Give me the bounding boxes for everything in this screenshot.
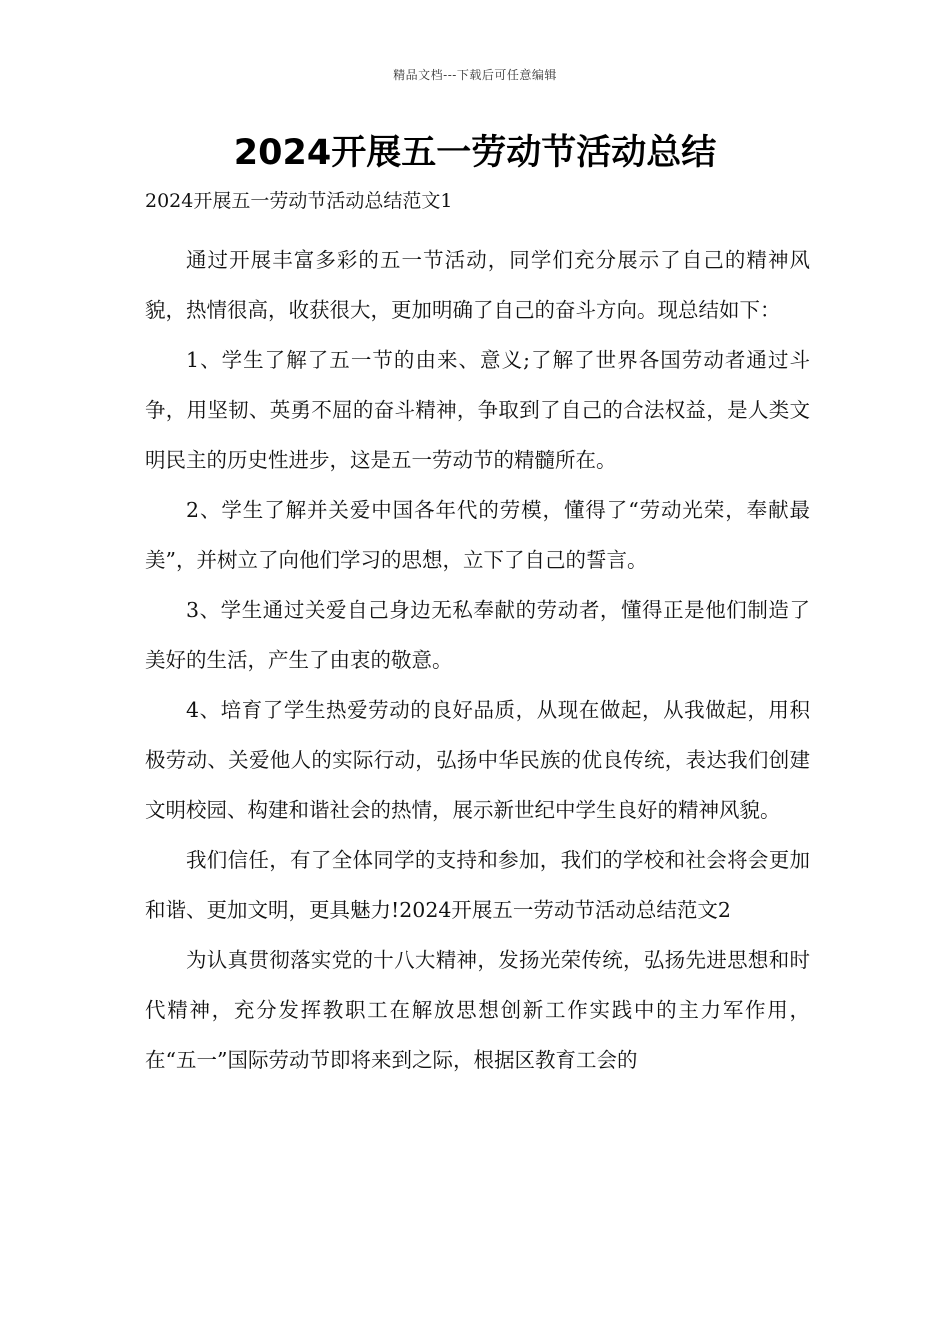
document-body: [145, 186, 810, 1085]
paragraph-conclusion: 我们信任，有了全体同学的支持和参加，我们的学校和社会将会更加和谐、更加文明，更具魅力!2024开展五一劳动节活动总结范文2: [145, 848, 810, 922]
paragraph-point-2: 2、学生了解并关爱中国各年代的劳模，懂得了“劳动光荣，奉献最美”，并树立了向他们学习的思想，立下了自己的誓言。: [145, 498, 810, 572]
paragraph-point-1: 1、学生了解了五一节的由来、意义;了解了世界各国劳动者通过斗争，用坚韧、英勇不屈的奋斗精神，争取到了自己的合法权益，是人类文明民主的历史性进步，这是五一劳动节的精髓所在。: [145, 348, 810, 472]
paragraph-intro: 通过开展丰富多彩的五一节活动，同学们充分展示了自己的精神风貌，热情很高，收获很大，更加明确了自己的奋斗方向。现总结如下：: [145, 248, 810, 322]
paragraph-point-4: 4、培育了学生热爱劳动的良好品质，从现在做起，从我做起，用积极劳动、关爱他人的实际行动，弘扬中华民族的优良传统，表达我们创建文明校园、构建和谐社会的热情，展示新世纪中学生良好的精神风貌。: [145, 698, 810, 822]
section-subtitle: 2024开展五一劳动节活动总结范文1: [145, 190, 453, 212]
paragraph-sample-2: 为认真贯彻落实党的十八大精神，发扬光荣传统，弘扬先进思想和时代精神，充分发挥教职工在解放思想创新工作实践中的主力军作用，在“五一”国际劳动节即将来到之际，根据区教育工会的: [145, 948, 810, 1072]
paragraph-point-3: 3、学生通过关爱自己身边无私奉献的劳动者，懂得正是他们制造了美好的生活，产生了由衷的敬意。: [145, 598, 810, 672]
document-title: 2024开展五一劳动节活动总结: [233, 133, 717, 173]
header-note: 精品文档---下载后可任意编辑: [393, 68, 557, 82]
